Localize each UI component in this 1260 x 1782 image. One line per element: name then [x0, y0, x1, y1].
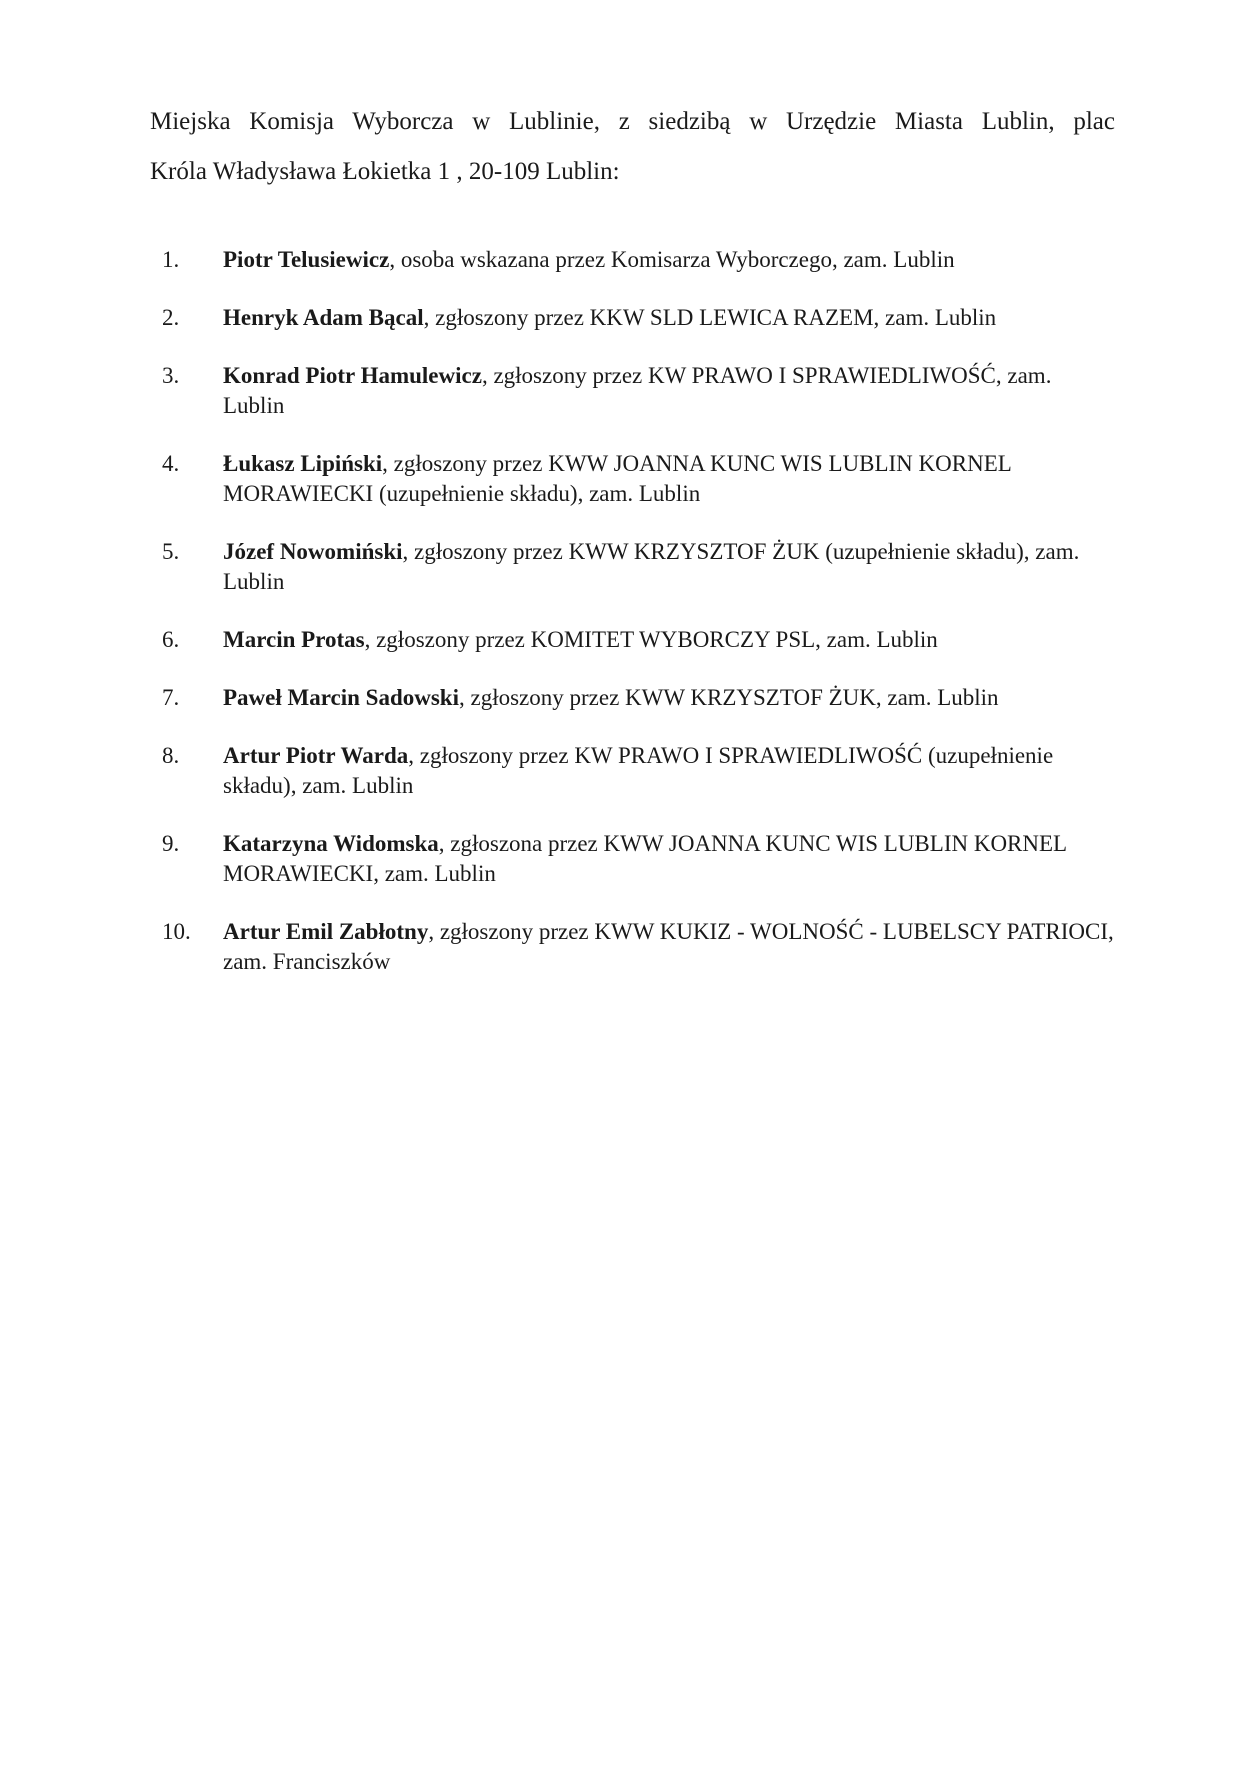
list-item	[150, 361, 1115, 421]
list-item	[150, 449, 1115, 509]
member-name: Katarzyna Widomska	[223, 831, 439, 856]
member-details: , zgłoszony przez KKW SLD LEWICA RAZEM, zam. Lublin	[423, 305, 997, 330]
intro-line-2: Króla Władysława Łokietka 1 , 20-109 Lublin:	[150, 158, 620, 185]
member-details: , zgłoszony przez KW PRAWO I SPRAWIEDLIWOŚĆ (uzupełnienie składu), zam. Lublin	[223, 743, 1054, 798]
list-item-number: 10.	[162, 919, 191, 944]
list-item	[150, 625, 1115, 655]
member-name: Piotr Telusiewicz	[223, 247, 390, 272]
list-item-number: 1.	[162, 247, 180, 272]
list-item	[150, 537, 1115, 597]
list-item-number: 6.	[162, 627, 180, 652]
member-list	[150, 245, 1115, 1005]
member-name: Łukasz Lipiński	[223, 451, 383, 476]
member-details: , zgłoszony przez KW PRAWO I SPRAWIEDLIWOŚĆ, zam. Lublin	[223, 363, 1052, 418]
member-name: Paweł Marcin Sadowski	[223, 685, 459, 710]
list-item-number: 8.	[162, 743, 180, 768]
member-details: , zgłoszony przez KWW KUKIZ - WOLNOŚĆ - LUBELSCY PATRIOCI, zam. Franciszków	[223, 919, 1114, 974]
list-item-number: 9.	[162, 831, 180, 856]
list-item	[150, 829, 1115, 889]
list-item-number: 5.	[162, 539, 180, 564]
member-details: , zgłoszony przez KWW KRZYSZTOF ŻUK, zam. Lublin	[458, 685, 999, 710]
list-item	[150, 303, 1115, 333]
member-details: , zgłoszony przez KOMITET WYBORCZY PSL, zam. Lublin	[364, 627, 938, 652]
list-item-number: 4.	[162, 451, 180, 476]
intro-paragraph	[150, 97, 1115, 197]
intro-line-1: Miejska Komisja Wyborcza w Lublinie, z siedzibą w Urzędzie Miasta Lublin, plac	[150, 108, 1115, 135]
member-details: , zgłoszony przez KWW JOANNA KUNC WIS LUBLIN KORNEL MORAWIECKI (uzupełnienie składu), zam. Lublin	[223, 451, 1011, 506]
member-name: Józef Nowomiński	[223, 539, 403, 564]
list-item	[150, 917, 1115, 977]
member-name: Artur Piotr Warda	[223, 743, 409, 768]
member-details: , zgłoszona przez KWW JOANNA KUNC WIS LUBLIN KORNEL MORAWIECKI, zam. Lublin	[223, 831, 1067, 886]
member-name: Marcin Protas	[223, 627, 365, 652]
list-item-number: 3.	[162, 363, 180, 388]
member-details: , osoba wskazana przez Komisarza Wyborczego, zam. Lublin	[389, 247, 955, 272]
member-name: Henryk Adam Bącal	[223, 305, 424, 330]
list-item-number: 2.	[162, 305, 180, 330]
list-item-number: 7.	[162, 685, 180, 710]
list-item	[150, 245, 1115, 275]
list-item	[150, 741, 1115, 801]
member-name: Konrad Piotr Hamulewicz	[223, 363, 482, 388]
list-item	[150, 683, 1115, 713]
member-name: Artur Emil Zabłotny	[223, 919, 429, 944]
member-details: , zgłoszony przez KWW KRZYSZTOF ŻUK (uzupełnienie składu), zam. Lublin	[223, 539, 1080, 594]
